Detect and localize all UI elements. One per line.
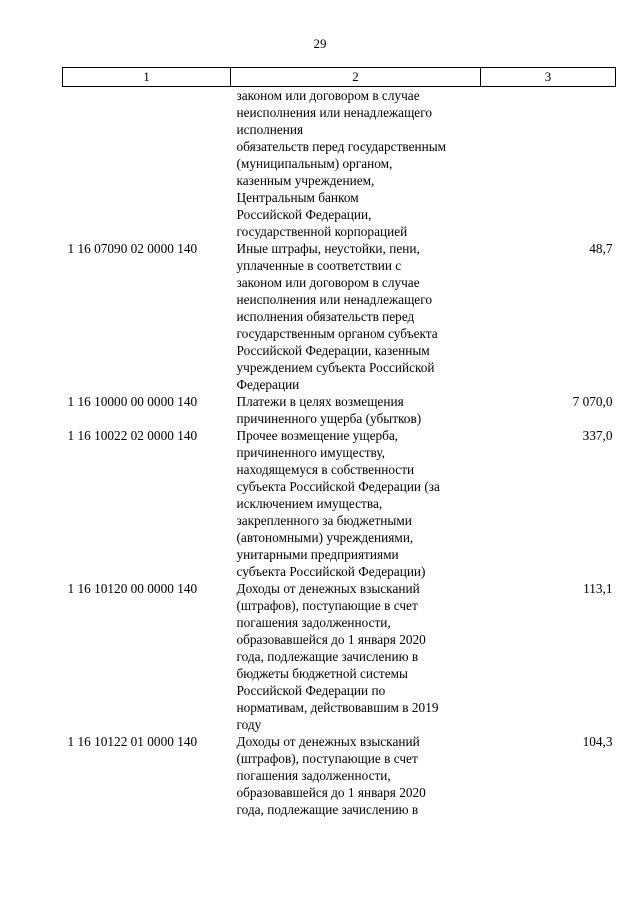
revenue-code: 1 16 10022 02 0000 140 bbox=[67, 428, 198, 443]
column-header-amount: 3 bbox=[481, 68, 616, 87]
revenue-code: 1 16 10122 01 0000 140 bbox=[67, 734, 198, 749]
revenue-amount: 104,3 bbox=[582, 734, 613, 749]
revenue-name: Доходы от денежных взысканий (штрафов), поступающие в счет погашения задолженности, образовавшейся до 1 января 2020 года, подлежащие зачислению в бюджеты бюджетной системы Российской Федерации по нормативам, действовавшим в 2019 году bbox=[236, 581, 439, 732]
revenue-name: Платежи в целях возмещения причиненного ущерба (убытков) bbox=[236, 394, 422, 426]
revenue-code: 1 16 07090 02 0000 140 bbox=[67, 241, 198, 256]
budget-revenue-table bbox=[62, 67, 616, 818]
revenue-code: 1 16 10120 00 0000 140 bbox=[67, 581, 198, 596]
revenue-name: Иные штрафы, неустойки, пени, уплаченные в соответствии с законом или договором в случае неисполнения или ненадлежащего исполнения обязательств перед государственным органом субъекта Российской Федерации, казенным учреждением субъекта Российской Федерации bbox=[236, 241, 438, 392]
table-row-continuation bbox=[63, 87, 616, 241]
revenue-name: Доходы от денежных взысканий (штрафов), поступающие в счет погашения задолженности, образовавшейся до 1 января 2020 года, подлежащие зачислению в bbox=[236, 734, 426, 817]
continuation-code-cell bbox=[63, 87, 231, 241]
table-row bbox=[63, 733, 616, 818]
column-header-code: 1 bbox=[63, 68, 231, 87]
table-header-row bbox=[63, 68, 616, 87]
revenue-code: 1 16 10000 00 0000 140 bbox=[67, 394, 198, 409]
revenue-name: Прочее возмещение ущерба, причиненного имуществу, находящемуся в собственности субъекта Российской Федерации (за исключением имущества, закрепленного за бюджетными (автономными) учреждениями, унитарными предприятиями субъекта Российской Федерации) bbox=[236, 428, 440, 579]
revenue-amount: 48,7 bbox=[589, 241, 613, 256]
column-header-name: 2 bbox=[231, 68, 481, 87]
table-row bbox=[63, 240, 616, 393]
revenue-amount: 7 070,0 bbox=[572, 394, 613, 409]
revenue-amount: 337,0 bbox=[582, 428, 613, 443]
table-row bbox=[63, 580, 616, 733]
page-number: 29 bbox=[313, 36, 327, 51]
continuation-name-cell: законом или договором в случае неисполнения или ненадлежащего исполнения обязательств перед государственным (муниципальным) органом, казенным учреждением, Центральным банком Российской Федерации, государственной корпорацией bbox=[236, 88, 447, 239]
revenue-amount: 113,1 bbox=[583, 581, 613, 596]
table-row bbox=[63, 393, 616, 427]
continuation-amount-cell bbox=[481, 87, 616, 241]
table-row bbox=[63, 427, 616, 580]
